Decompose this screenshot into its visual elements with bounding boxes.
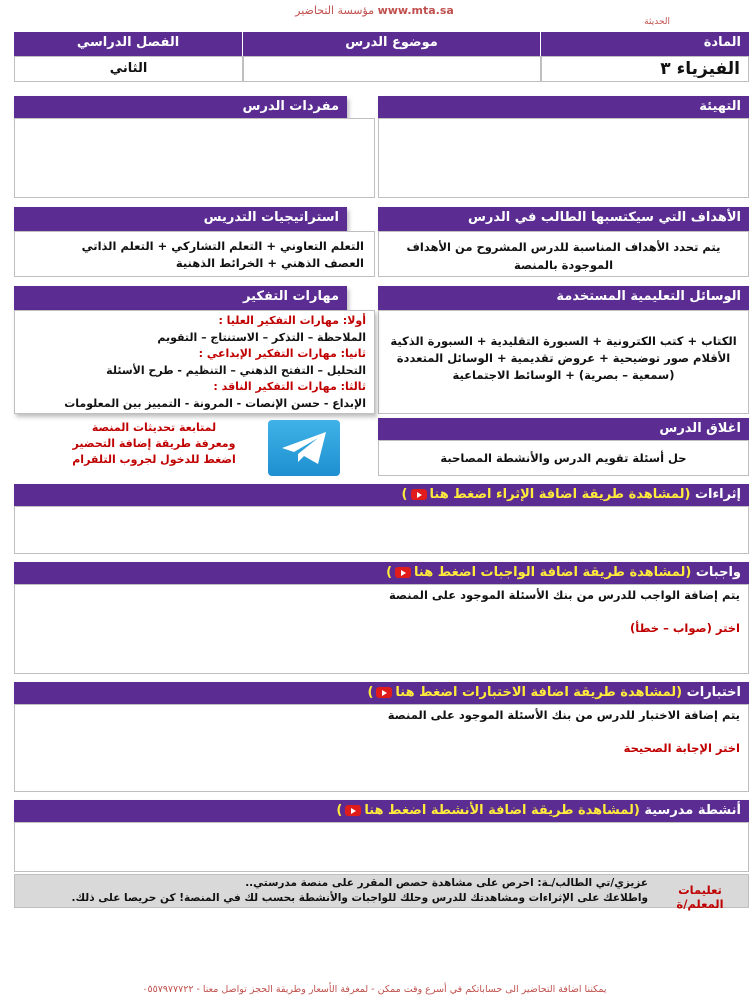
enrichment-title: إثراءات — [694, 487, 741, 502]
thinking-l1: الملاحظة – التذكر – الاستنتاج – التقويم — [157, 330, 366, 344]
thinking-l3: الإبداع - حسن الإنصات - المرونة - التمييز بين المعلومات — [64, 396, 366, 410]
site-url[interactable]: www.mta.sa — [377, 4, 454, 17]
strategies-body — [14, 231, 375, 277]
thinking-h3: ثالثا: مهارات التفكير الناقد : — [213, 380, 366, 393]
strategies-line2: العصف الذهني + الخرائط الذهنية — [175, 256, 364, 270]
instructions-line1: احرص على مشاهدة حصص المقرر على منصة مدرستي.. — [245, 877, 534, 889]
subject-label: المادة — [541, 32, 749, 56]
tools-line2: الأقلام صور توضيحية + عروض تقديمية + الوسائل المتعددة — [396, 351, 731, 365]
youtube-icon — [411, 489, 427, 500]
objectives-title: الأهداف التي سيكتسبها الطالب في الدرس — [378, 207, 749, 231]
semester-value[interactable]: الثاني — [14, 56, 243, 82]
enrichment-header — [14, 484, 749, 506]
youtube-icon — [345, 805, 361, 816]
tools-body — [378, 310, 749, 414]
footer-text: يمكننا اضافة التحاضير الى حساباتكم في أسرع وقت ممكن - لمعرفة الأسعار وطريقة الحجز تواصل معنا - ٠٥٥٧٩٧٧٧٢٢ — [142, 984, 607, 995]
activities-header — [14, 800, 749, 822]
enrichment-link[interactable]: (لمشاهدة طريقة اضافة الإثراء اضغط هنا) — [401, 487, 691, 502]
tests-text: يتم إضافة الاختبار للدرس من بنك الأسئلة الموجود على المنصة — [387, 708, 740, 722]
tools-title: الوسائل التعليمية المستخدمة — [378, 286, 749, 310]
enrichment-body[interactable] — [14, 506, 749, 554]
tests-link[interactable]: (لمشاهدة طريقة اضافة الاختبارات اضغط هنا) — [367, 685, 683, 700]
topic-label: موضوع الدرس — [243, 32, 540, 56]
warmup-body[interactable] — [378, 118, 749, 198]
objectives-body: يتم تحدد الأهداف المناسبة للدرس المشروح من الأهداف الموجودة بالمنصة — [378, 231, 749, 277]
site-header — [0, 4, 749, 17]
homework-title: واجبات — [695, 565, 741, 580]
semester-label: الفصل الدراسي — [14, 32, 242, 56]
telegram-line3: اضغط للدخول لجروب التلقرام — [72, 453, 236, 466]
tools-line1: الكتاب + كتب الكترونية + السبورة التقليدية + السبورة الذكية — [390, 334, 737, 348]
tests-header — [14, 682, 749, 704]
homework-body — [14, 584, 749, 674]
activities-link[interactable]: (لمشاهدة طريقة اضافة الأنشطة اضغط هنا) — [336, 803, 640, 818]
thinking-l2: التحليل – التفتح الذهني – التنظيم - طرح الأسئلة — [106, 363, 366, 377]
activities-body[interactable] — [14, 822, 749, 872]
homework-choice: اختر (صواب – خطأ) — [630, 621, 740, 635]
closing-body: حل أسئلة تقويم الدرس والأنشطة المصاحبة — [378, 440, 749, 476]
tests-title: اختبارات — [686, 685, 741, 700]
lesson-items-title: مفردات الدرس — [14, 96, 347, 118]
tools-line3: (سمعية – بصرية) + الوسائط الاجتماعية — [452, 368, 675, 382]
instructions-prefix: عزيزي/تي الطالب/ـة: — [537, 877, 648, 889]
strategies-title: استراتيجيات التدريس — [14, 207, 347, 231]
telegram-button[interactable] — [268, 420, 340, 476]
telegram-icon — [268, 420, 340, 476]
telegram-line2: ومعرفة طريقة إضافة التحضير — [72, 437, 236, 450]
homework-text: يتم إضافة الواجب للدرس من بنك الأسئلة الموجود على المنصة — [388, 588, 740, 602]
site-org-sub: الحديثة — [644, 17, 670, 27]
tests-choice: اختر الإجابة الصحيحة — [623, 741, 740, 755]
site-org: مؤسسة التحاضير — [295, 4, 375, 17]
warmup-title: التهيئة — [378, 96, 749, 118]
youtube-icon — [376, 687, 392, 698]
closing-title: اغلاق الدرس — [378, 418, 749, 440]
homework-link[interactable]: (لمشاهدة طريقة اضافة الواجبات اضغط هنا) — [386, 565, 692, 580]
instructions-label: تعليمات المعلم/ة — [676, 883, 724, 911]
instructions-line2: واطلاعك على الإثراءات ومشاهدتك للدرس وحلك للواجبات والأنشطة بحسب لك في المنصة! كن حريصا على ذلك. — [71, 892, 648, 904]
tests-body — [14, 704, 749, 792]
homework-header — [14, 562, 749, 584]
topic-value[interactable] — [243, 56, 541, 82]
thinking-title: مهارات التفكير — [14, 286, 347, 310]
telegram-text[interactable] — [44, 420, 264, 468]
strategies-line1: التعلم التعاوني + التعلم التشاركي + التعلم الذاتي — [81, 239, 364, 253]
subject-value[interactable]: الفيزياء ٣ — [541, 56, 749, 82]
youtube-icon — [395, 567, 411, 578]
telegram-line1: لمتابعة تحديثات المنصة — [91, 421, 217, 434]
thinking-body — [14, 310, 375, 414]
thinking-h1: أولا: مهارات التفكير العليا : — [218, 314, 366, 327]
instructions-row — [14, 874, 749, 911]
instructions-text — [18, 876, 648, 906]
lesson-items-body[interactable] — [14, 118, 375, 198]
thinking-h2: ثانيا: مهارات التفكير الإبداعي : — [198, 347, 366, 360]
activities-title: أنشطة مدرسية — [644, 803, 741, 818]
